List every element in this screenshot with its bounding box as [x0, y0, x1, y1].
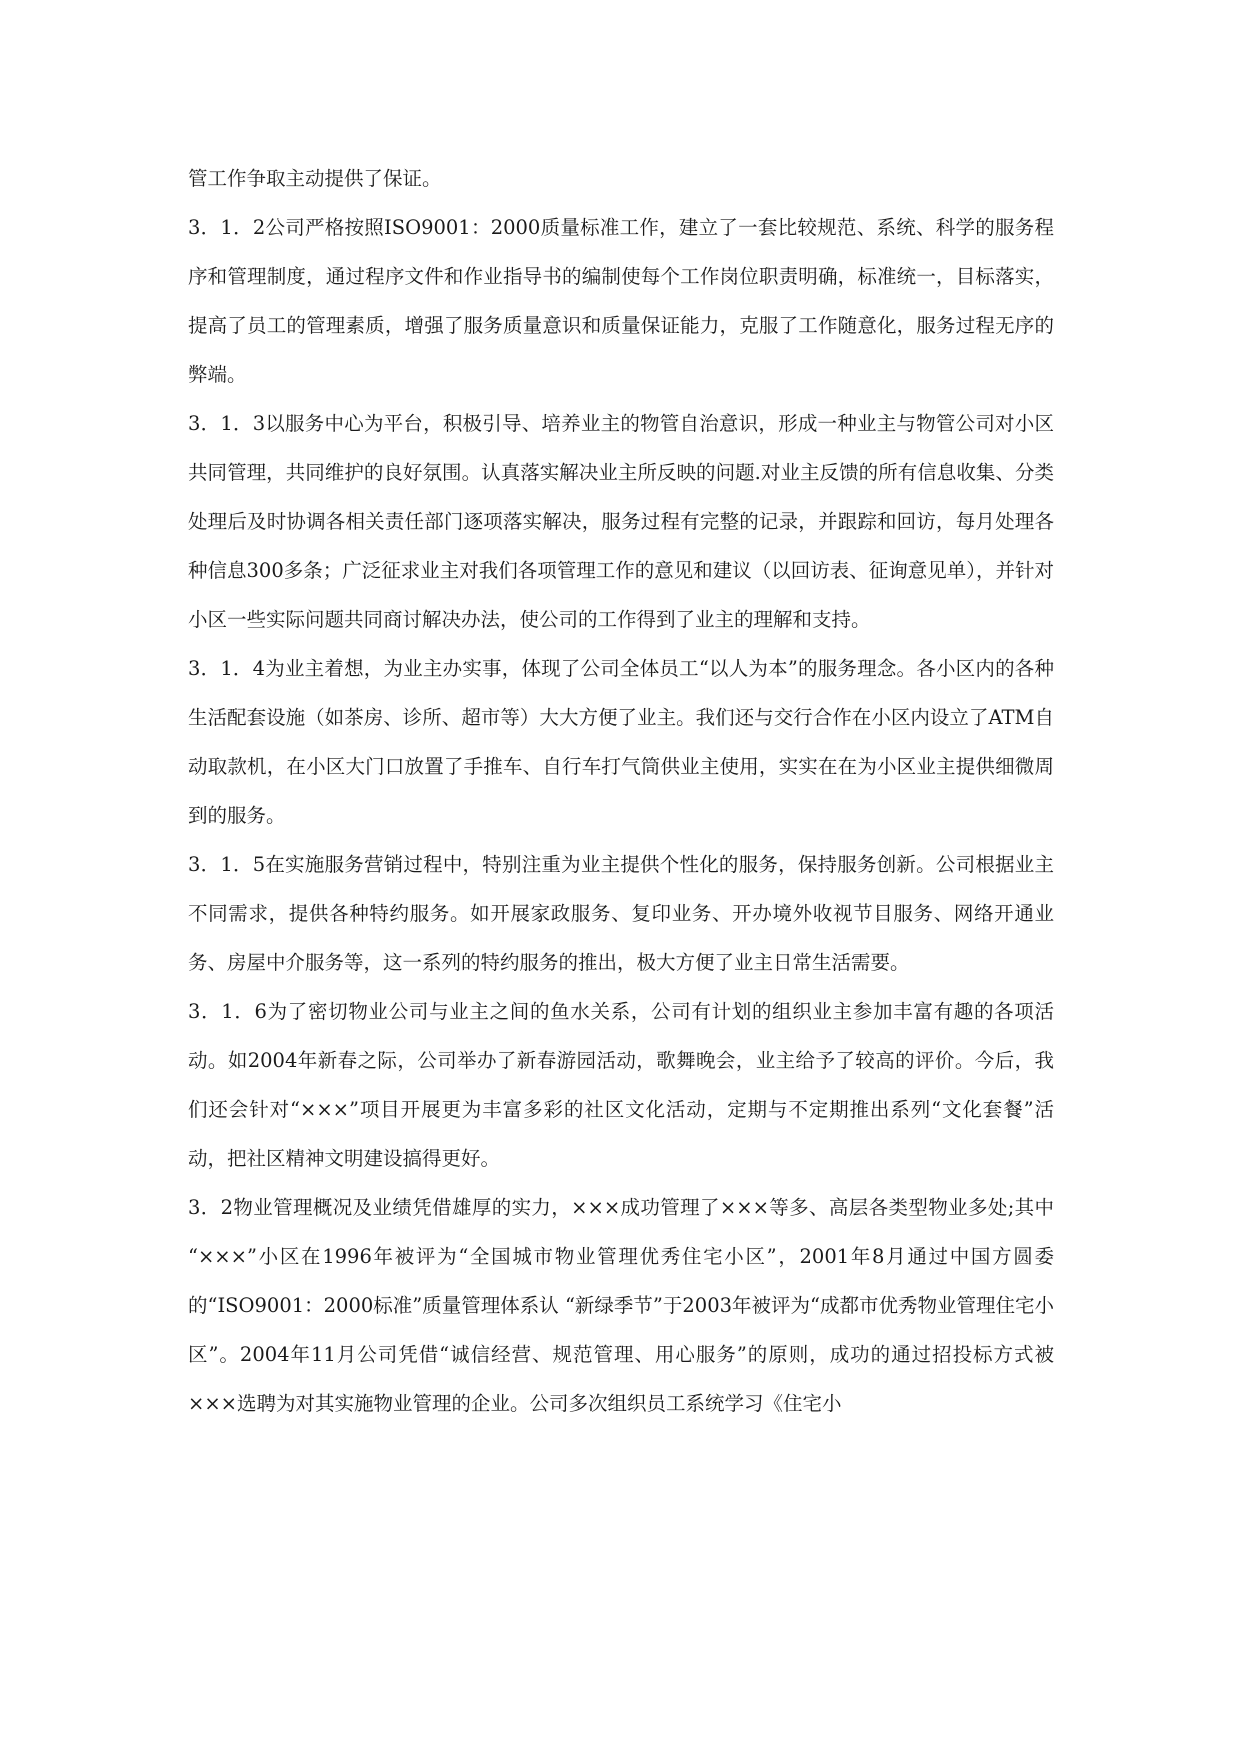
- paragraph-3-1-4: 3．1．4为业主着想，为业主办实事，体现了公司全体员工“以人为本”的服务理念。各小区内的各种生活配套设施（如茶房、诊所、超市等）大大方便了业主。我们还与交行合作在小区内设立了ATM自动取款机，在小区大门口放置了手推车、自行车打气筒供业主使用，实实在在为小区业主提供细微周到的服务。: [188, 657, 1054, 827]
- paragraph-3-1-3: 3．1．3以服务中心为平台，积极引导、培养业主的物管自治意识，形成一种业主与物管公司对小区共同管理，共同维护的良好氛围。认真落实解决业主所反映的问题.对业主反馈的所有信息收集、分类处理后及时协调各相关责任部门逐项落实解决，服务过程有完整的记录，并跟踪和回访，每月处理各种信息300多条；广泛征求业主对我们各项管理工作的意见和建议（以回访表、征询意见单），并针对小区一些实际问题共同商讨解决办法，使公司的工作得到了业主的理解和支持。: [188, 412, 1054, 631]
- document-body: [188, 154, 1054, 1428]
- paragraph-continuation: 管工作争取主动提供了保证。: [188, 167, 442, 190]
- paragraph-3-1-5: 3．1．5在实施服务营销过程中，特别注重为业主提供个性化的服务，保持服务创新。公司根据业主不同需求，提供各种特约服务。如开展家政服务、复印业务、开办境外收视节目服务、网络开通业务、房屋中介服务等，这一系列的特约服务的推出，极大方便了业主日常生活需要。: [188, 853, 1054, 974]
- paragraph-3-2: 3．2物业管理概况及业绩凭借雄厚的实力，×××成功管理了×××等多、高层各类型物业多处;其中 “×××”小区在1996年被评为“全国城市物业管理优秀住宅小区”，2001年8月通过中国方圆委的“ISO9001：2000标准”质量管理体系认 “新绿季节”于2003年被评为“成都市优秀物业管理住宅小区”。2004年11月公司凭借“诚信经营、规范管理、用心服务”的原则，成功的通过招投标方式被×××选聘为对其实施物业管理的企业。公司多次组织员工系统学习《住宅小: [188, 1196, 1054, 1415]
- paragraph-3-1-6: 3．1．6为了密切物业公司与业主之间的鱼水关系，公司有计划的组织业主参加丰富有趣的各项活动。如2004年新春之际，公司举办了新春游园活动，歌舞晚会，业主给予了较高的评价。今后，我们还会针对“×××”项目开展更为丰富多彩的社区文化活动，定期与不定期推出系列“文化套餐”活动，把社区精神文明建设搞得更好。: [188, 1000, 1054, 1170]
- paragraph-3-1-2: 3．1．2公司严格按照ISO9001：2000质量标准工作，建立了一套比较规范、系统、科学的服务程序和管理制度，通过程序文件和作业指导书的编制使每个工作岗位职责明确，标准统一，目标落实，提高了员工的管理素质，增强了服务质量意识和质量保证能力，克服了工作随意化，服务过程无序的弊端。: [188, 216, 1054, 386]
